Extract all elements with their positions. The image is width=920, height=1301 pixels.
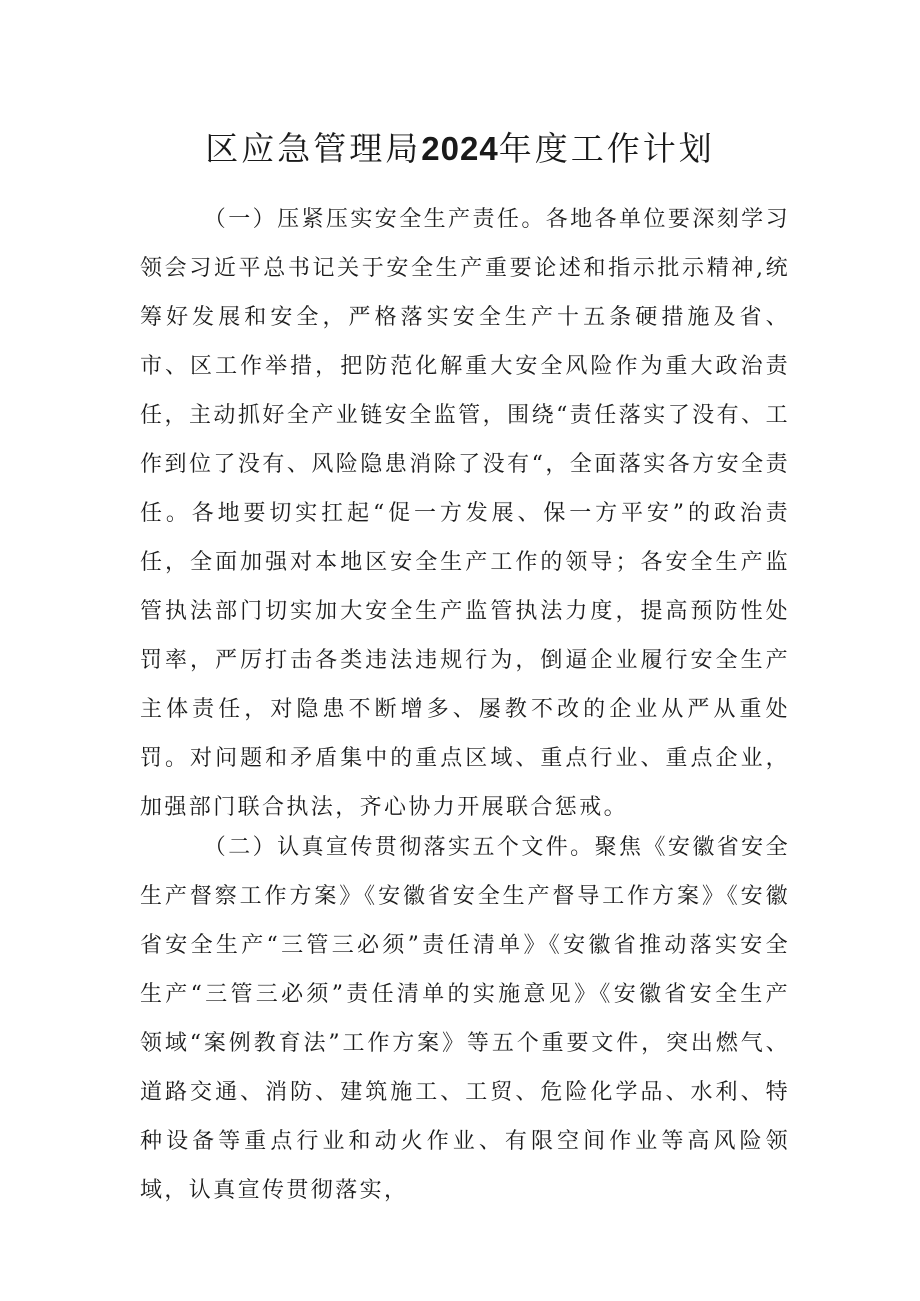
paragraph-1: （一）压紧压实安全生产责任。各地各单位要深刻学习领会习近平总书记关于安全生产重要论述和指示批示精神,统筹好发展和安全，严格落实安全生产十五条硬措施及省、市、区工作举措，把防范化解重大安全风险作为重大政治责任，主动抓好全产业链安全监管，围绕“责任落实了没有、工作到位了没有、风险隐患消除了没有“，全面落实各方安全责任。各地要切实扛起“促一方发展、保一方平安”的政治责任，全面加强对本地区安全生产工作的领导；各安全生产监管执法部门切实加大安全生产监管执法力度，提高预防性处罚率，严厉打击各类违法违规行为，倒逼企业履行安全生产主体责任，对隐患不断增多、屡教不改的企业从严从重处罚。对问题和矛盾集中的重点区域、重点行业、重点企业，加强部门联合执法，齐心协力开展联合惩戒。 [140,207,790,820]
title-year: 2024 [421,130,499,167]
paragraph-2: （二）认真宣传贯彻落实五个文件。聚焦《安徽省安全生产督察工作方案》《安徽省安全生产督导工作方案》《安徽省安全生产“三管三必须”责任清单》《安徽省推动落实安全生产“三管三必须”责任清单的实施意见》《安徽省安全生产领域“案例教育法”工作方案》等五个重要文件，突出燃气、道路交通、消防、建筑施工、工贸、危险化学品、水利、特种设备等重点行业和动火作业、有限空间作业等高风险领域，认真宣传贯彻落实， [140,835,790,1203]
title-suffix: 年度工作计划 [498,129,715,168]
title-prefix: 区应急管理局 [205,129,422,168]
document-title [0,126,920,172]
